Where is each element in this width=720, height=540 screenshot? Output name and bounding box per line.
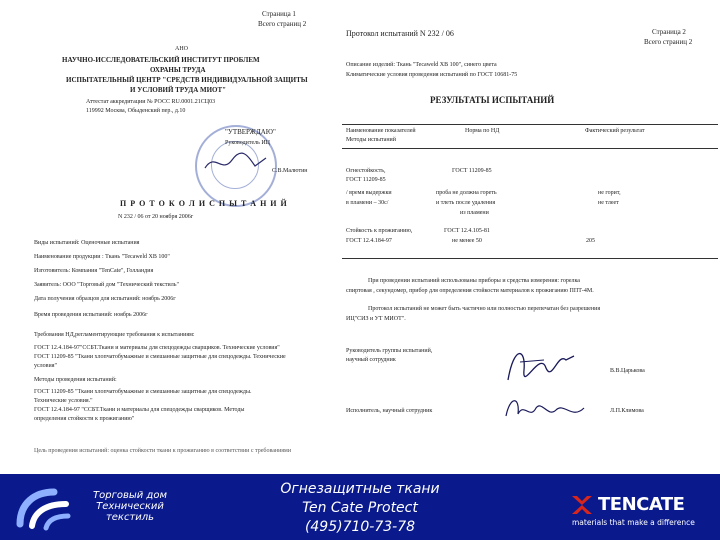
- accreditation: Аттестат аккредитации № РОСС RU.0001.21СЦ03: [86, 99, 216, 105]
- equipment-note: спиртовая , секундомер, прибор для определения стойкости материалов к прожиганию ППТ-4М.: [346, 288, 594, 294]
- row2-name: Стойкость к прожиганию,: [346, 228, 413, 234]
- protocol-title: П Р О Т О К О Л И С П Ы Т А Н И Й: [120, 199, 288, 208]
- company-name-line: Технический: [96, 501, 164, 512]
- tencate-logo-icon: [570, 494, 594, 516]
- footer-banner: [0, 474, 720, 540]
- address: 119992 Москва, Обыденский пер., д.10: [86, 108, 186, 114]
- phone-number: (495)710-73-78: [304, 519, 416, 535]
- row1-actual: не горит,: [598, 190, 621, 196]
- protocol-ref: Протокол испытаний N 232 / 06: [346, 29, 454, 38]
- table-header-rule: [342, 148, 718, 149]
- tencate-tagline: materials that make a difference: [572, 518, 695, 527]
- method-line: ГОСТ 12.4.184-97 "ССБТ.Ткани и материалы для спецодежды сварщиков. Методы: [34, 407, 245, 413]
- row1-norm: проба не должна гореть: [436, 190, 497, 196]
- company-name: [80, 490, 180, 523]
- company-name-line: текстиль: [105, 512, 155, 523]
- row1-name: Огнестойкость,: [346, 168, 386, 174]
- product-name: Наименование продукции : Ткань "Tecaweld XB 100": [34, 254, 170, 260]
- row2-norm: не менее 50: [452, 238, 482, 244]
- approved-label: "УТВЕРЖДАЮ": [225, 128, 276, 136]
- reprint-note: Протокол испытаний не может быть частично или полностью перепечатан без разрешения: [368, 306, 601, 312]
- sample-date: Дата получения образцов для испытаний: ноябрь 2006г: [34, 296, 176, 302]
- signature-signer2: [500, 390, 600, 430]
- signer1-role: Руководитель группы испытаний,: [346, 348, 433, 354]
- requirement-line: ГОСТ 11209-85 "Ткани хлопчатобумажные и смешанные защитные для спецодежды. Технические: [34, 354, 286, 360]
- signer1-role: научный сотрудник: [346, 357, 396, 363]
- row2-standard: ГОСТ 12.4.105-81: [444, 228, 490, 234]
- approved-role: Руководитель ИЦ: [225, 140, 271, 146]
- row1-standard: ГОСТ 11209-85: [452, 168, 492, 174]
- row1-actual: не тлеет: [598, 200, 619, 206]
- requirement-line: ГОСТ 12.4.184-97"ССБТ.Ткани и материалы для спецодежды сварщиков. Технические условия": [34, 345, 280, 351]
- brand-line: Ten Cate Protect: [302, 500, 418, 516]
- row1-name: ГОСТ 11209-85: [346, 177, 386, 183]
- method-line: ГОСТ 11209-85 "Ткани хлопчатобумажные и смешанные защитные для спецодежды.: [34, 389, 252, 395]
- signer2-role: Исполнитель, научный сотрудник: [346, 408, 433, 414]
- row1-name: в пламени – 30с/: [346, 200, 389, 206]
- page-total: Всего страниц 2: [258, 20, 307, 28]
- row1-norm: из пламени: [460, 210, 489, 216]
- signature-signer1: [500, 340, 580, 390]
- requirement-line: условия": [34, 363, 57, 369]
- company-name-line: Торговый дом: [93, 490, 167, 501]
- page-total: Всего страниц 2: [644, 38, 693, 46]
- test-date: Время проведения испытаний: ноябрь 2006г: [34, 312, 148, 318]
- methods-title: Методы проведения испытаний:: [34, 377, 117, 383]
- protocol-page-1: [0, 0, 340, 474]
- col-actual-header: Фактический результат: [585, 128, 645, 134]
- org-name-line1: НАУЧНО-ИССЛЕДОВАТЕЛЬСКИЙ ИНСТИТУТ ПРОБЛЕМ: [62, 56, 260, 64]
- applicant: Заявитель: ООО "Торговый дом "Технический текстиль": [34, 282, 179, 288]
- table-top-rule: [342, 124, 718, 125]
- reprint-note: ИЦ"СИЗ и УТ МИОТ".: [346, 316, 406, 322]
- row2-name: ГОСТ 12.4.184-97: [346, 238, 392, 244]
- row1-name: / время выдержки: [346, 190, 392, 196]
- page-number: Страница 1: [262, 10, 296, 18]
- protocol-number: N 232 / 06 от 20 ноября 2006г: [118, 214, 194, 220]
- org-type: АНО: [175, 46, 188, 52]
- method-line: определения стойкости к прожиганию": [34, 416, 135, 422]
- manufacturer: Изготовитель: Компания "TenCate", Голландия: [34, 268, 154, 274]
- col-methods-header: Методы испытаний: [346, 137, 396, 143]
- page-number: Страница 2: [652, 28, 686, 36]
- company-logo-icon: [12, 484, 74, 532]
- test-center-line2: И УСЛОВИЙ ТРУДА МИОТ": [130, 86, 227, 94]
- protocol-page-2: [340, 0, 720, 474]
- col-indicator-header: Наименование показателей: [346, 128, 416, 134]
- org-name-line2: ОХРАНЫ ТРУДА: [150, 66, 206, 74]
- table-bottom-rule: [342, 258, 718, 259]
- signer1-name: В.В.Царькова: [610, 368, 645, 374]
- approved-name: С.В.Малютин: [272, 168, 308, 174]
- test-center-line1: ИСПЫТАТЕЛЬНЫЙ ЦЕНТР "СРЕДСТВ ИНДИВИДУАЛЬНОЙ ЗАЩИТЫ: [66, 76, 308, 84]
- col-norm-header: Норма по НД: [465, 128, 500, 134]
- row2-actual: 205: [586, 238, 595, 244]
- row1-norm: и тлеть после удаления: [436, 200, 496, 206]
- tencate-brand: TENCATE: [598, 494, 685, 515]
- center-info: [240, 480, 480, 537]
- climate-conditions: Климатические условия проведения испытаний по ГОСТ 10681-75: [346, 72, 518, 78]
- requirements-title: Требования НД,регламентирующие требования к испытаниям:: [34, 332, 195, 338]
- method-line: Технические условия.": [34, 398, 93, 404]
- signer2-name: Л.П.Климова: [610, 408, 644, 414]
- signature-director: [200, 150, 270, 175]
- equipment-note: При проведении испытаний использованы приборы и средства измерения: горелка: [368, 278, 580, 284]
- results-title: РЕЗУЛЬТАТЫ ИСПЫТАНИЙ: [430, 95, 555, 105]
- product-line: Огнезащитные ткани: [280, 481, 440, 497]
- test-type: Виды испытаний: Оценочные испытания: [34, 240, 140, 246]
- purpose-line: Цель проведения испытаний: оценка стойкости ткани к прожиганию в соответствии с требованиями: [34, 448, 292, 454]
- product-description: Описание изделий: Ткань "Tecaweld XB 100", синего цвета: [346, 62, 497, 68]
